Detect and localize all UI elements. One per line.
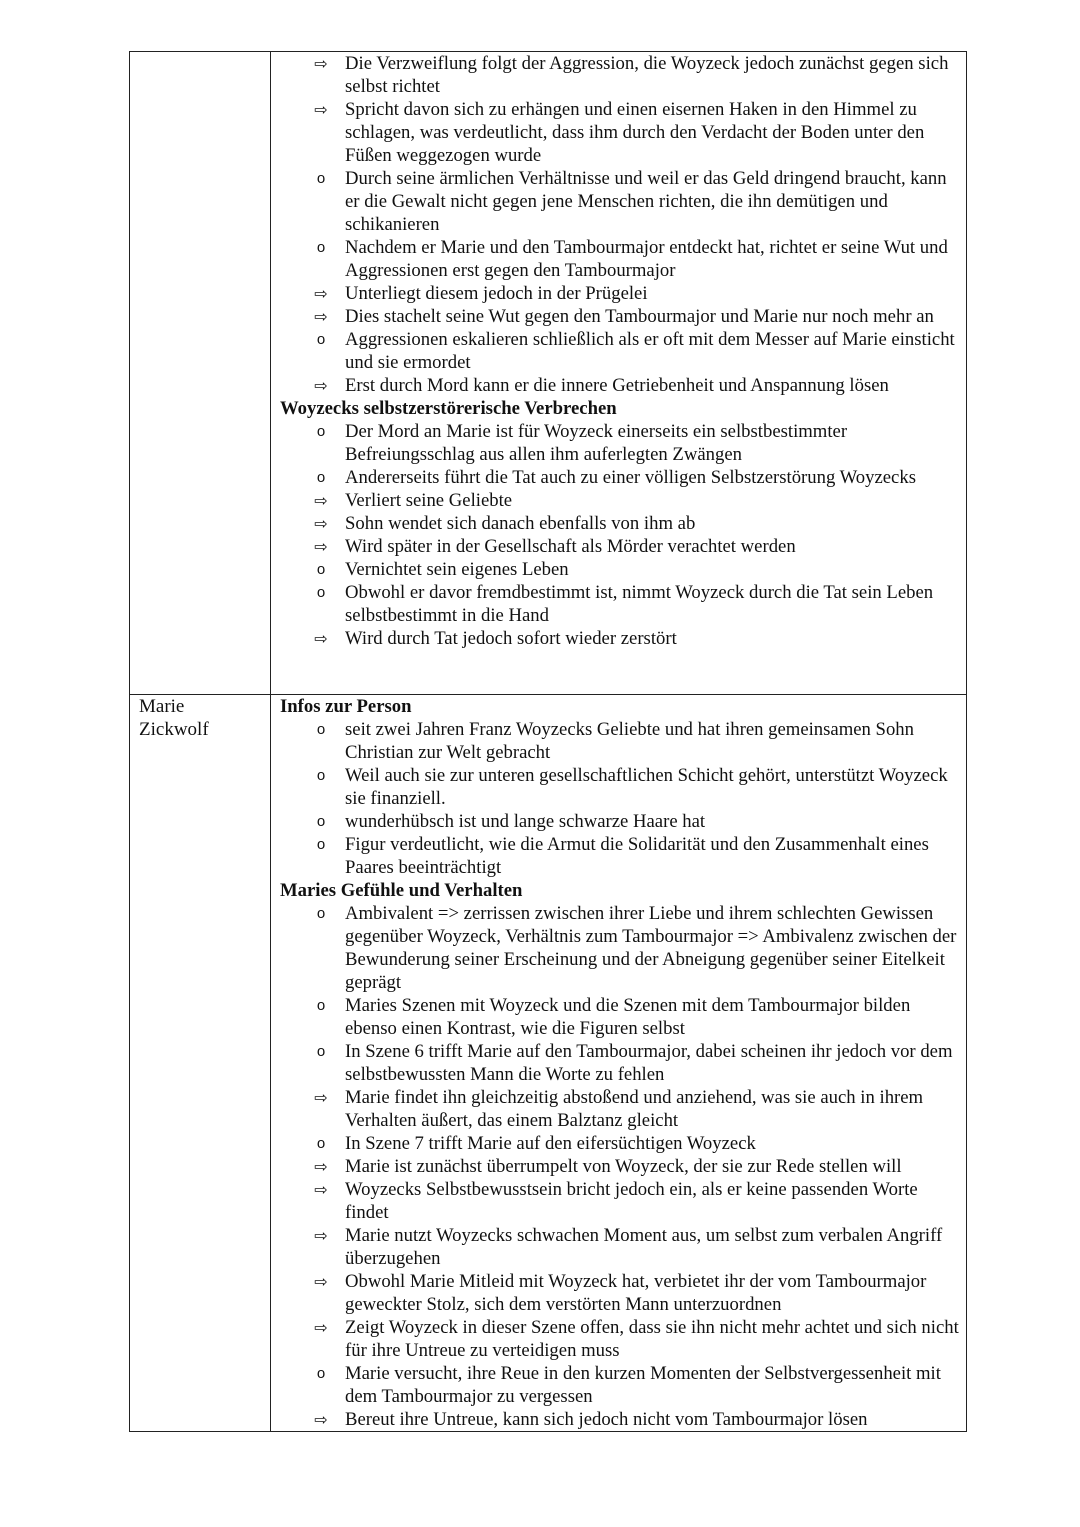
list-item-text: Sohn wendet sich danach ebenfalls von ihm ab: [345, 513, 696, 534]
list-item-text: Wird durch Tat jedoch sofort wieder zerstört: [345, 628, 677, 649]
bullet-list-item: [280, 466, 966, 489]
arrow-right-icon: ⇨: [314, 629, 328, 648]
list-item-text: Nachdem er Marie und den Tambourmajor entdeckt hat, richtet er seine Wut und Aggressionen erst gegen den Tambourmajor: [345, 237, 948, 281]
bullet-list-item: [280, 328, 966, 374]
list-item-text: In Szene 6 trifft Marie auf den Tambourmajor, dabei scheinen ihr jedoch vor dem selbstbewussten Mann die Worte zu fehlen: [345, 1041, 953, 1085]
bullet-list-item: [280, 833, 966, 879]
list-item-text: Vernichtet sein eigenes Leben: [345, 559, 569, 580]
list-item-text: Andererseits führt die Tat auch zu einer völligen Selbstzerstörung Woyzecks: [345, 467, 916, 488]
section-heading: Maries Gefühle und Verhalten: [280, 880, 523, 901]
circle-bullet-icon: o: [316, 584, 326, 601]
table-row: [130, 52, 967, 695]
arrow-list-item: [280, 1408, 966, 1431]
section-heading: Woyzecks selbstzerstörerische Verbrechen: [280, 398, 617, 419]
circle-bullet-icon: o: [316, 170, 326, 187]
list-item-text: Marie nutzt Woyzecks schwachen Moment aus, um selbst zum verbalen Angriff überzugehen: [345, 1225, 943, 1269]
arrow-right-icon: ⇨: [314, 491, 328, 510]
list-item-text: Obwohl Marie Mitleid mit Woyzeck hat, verbietet ihr der vom Tambourmajor geweckter Stolz, sich dem verstörten Mann unterzuordnen: [345, 1271, 927, 1315]
list-item-text: Der Mord an Marie ist für Woyzeck einerseits ein selbstbestimmter Befreiungsschlag aus allen ihm auferlegten Zwängen: [345, 421, 848, 465]
bullet-list-item: [280, 810, 966, 833]
list-item-text: Woyzecks Selbstbewusstsein bricht jedoch ein, als er keine passenden Worte findet: [345, 1179, 918, 1223]
bullet-list-item: [280, 558, 966, 581]
list-item-text: Wird später in der Gesellschaft als Mörder verachtet werden: [345, 536, 796, 557]
list-item-text: seit zwei Jahren Franz Woyzecks Geliebte und hat ihren gemeinsamen Sohn Christian zur Welt gebracht: [345, 719, 914, 763]
bullet-list-item: [280, 420, 966, 466]
circle-bullet-icon: o: [316, 721, 326, 738]
arrow-right-icon: ⇨: [314, 376, 328, 395]
arrow-list-item: [280, 282, 966, 305]
bullet-list-item: [280, 581, 966, 627]
arrow-list-item: [280, 98, 966, 167]
bullet-list-item: [280, 1362, 966, 1408]
arrow-list-item: [280, 1155, 966, 1178]
list-item-text: Durch seine ärmlichen Verhältnisse und weil er das Geld dringend braucht, kann er die Gewalt nicht gegen jene Menschen richten, die ihn demütigen und schikanieren: [345, 168, 947, 235]
character-notes-cell: [271, 52, 967, 695]
list-item-text: Maries Szenen mit Woyzeck und die Szenen mit dem Tambourmajor bilden ebenso einen Kontrast, wie die Figuren selbst: [345, 995, 911, 1039]
bullet-list-item: [280, 1040, 966, 1086]
bullet-list-item: [280, 718, 966, 764]
arrow-right-icon: ⇨: [314, 1180, 328, 1199]
bullet-list-item: [280, 902, 966, 994]
circle-bullet-icon: o: [316, 423, 326, 440]
list-item-text: Ambivalent => zerrissen zwischen ihrer Liebe und ihrem schlechten Gewissen gegenüber Woyzeck, Verhältnis zum Tambourmajor => Ambivalenz zwischen der Bewunderung seiner Erscheinung und der Abneigung gegenüber seiner Eitelkeit geprägt: [345, 903, 957, 993]
list-item-text: Aggressionen eskalieren schließlich als er oft mit dem Messer auf Marie einsticht und sie ermordet: [345, 329, 955, 373]
arrow-right-icon: ⇨: [314, 1157, 328, 1176]
arrow-list-item: [280, 627, 966, 650]
bullet-list-item: [280, 236, 966, 282]
bullet-list-item: [280, 764, 966, 810]
list-item-text: Erst durch Mord kann er die innere Getriebenheit und Anspannung lösen: [345, 375, 889, 396]
bullet-list-item: [280, 994, 966, 1040]
arrow-right-icon: ⇨: [314, 100, 328, 119]
list-item-text: Marie findet ihn gleichzeitig abstoßend und anziehend, was sie auch in ihrem Verhalten äußert, das einem Balztanz gleicht: [345, 1087, 924, 1131]
arrow-list-item: [280, 1224, 966, 1270]
table-row: [130, 695, 967, 1432]
arrow-right-icon: ⇨: [314, 1318, 328, 1337]
bullet-list-item: [280, 167, 966, 236]
arrow-list-item: [280, 305, 966, 328]
list-item-text: wunderhübsch ist und lange schwarze Haare hat: [345, 811, 706, 832]
list-item-text: Marie versucht, ihre Reue in den kurzen Momenten der Selbstvergessenheit mit dem Tambourmajor zu vergessen: [345, 1363, 941, 1407]
arrow-list-item: [280, 512, 966, 535]
circle-bullet-icon: o: [316, 331, 326, 348]
character-name-line: Zickwolf: [139, 719, 209, 740]
list-item-text: Obwohl er davor fremdbestimmt ist, nimmt Woyzeck durch die Tat sein Leben selbstbestimmt in die Hand: [345, 582, 934, 626]
arrow-right-icon: ⇨: [314, 514, 328, 533]
list-item-text: Marie ist zunächst überrumpelt von Woyzeck, der sie zur Rede stellen will: [345, 1156, 902, 1177]
character-name-line: Marie: [139, 696, 185, 717]
list-item-text: Verliert seine Geliebte: [345, 490, 513, 511]
circle-bullet-icon: o: [316, 1043, 326, 1060]
arrow-list-item: [280, 1316, 966, 1362]
list-item-text: Unterliegt diesem jedoch in der Prügelei: [345, 283, 648, 304]
list-item-text: Dies stachelt seine Wut gegen den Tambourmajor und Marie nur noch mehr an: [345, 306, 934, 327]
arrow-right-icon: ⇨: [314, 537, 328, 556]
arrow-list-item: [280, 535, 966, 558]
arrow-right-icon: ⇨: [314, 54, 328, 73]
character-notes-cell: [271, 695, 967, 1432]
circle-bullet-icon: o: [316, 836, 326, 853]
arrow-list-item: [280, 374, 966, 397]
arrow-list-item: [280, 1086, 966, 1132]
arrow-list-item: [280, 1270, 966, 1316]
list-item-text: Die Verzweiflung folgt der Aggression, die Woyzeck jedoch zunächst gegen sich selbst richtet: [345, 53, 949, 97]
list-item-text: In Szene 7 trifft Marie auf den eifersüchtigen Woyzeck: [345, 1133, 756, 1154]
arrow-list-item: [280, 489, 966, 512]
circle-bullet-icon: o: [316, 469, 326, 486]
circle-bullet-icon: o: [316, 239, 326, 256]
arrow-right-icon: ⇨: [314, 1272, 328, 1291]
circle-bullet-icon: o: [316, 767, 326, 784]
arrow-list-item: [280, 52, 966, 98]
list-item-text: Bereut ihre Untreue, kann sich jedoch nicht vom Tambourmajor lösen: [345, 1409, 868, 1430]
arrow-right-icon: ⇨: [314, 307, 328, 326]
circle-bullet-icon: o: [316, 561, 326, 578]
section-heading: Infos zur Person: [280, 696, 412, 717]
character-name-cell: [130, 52, 271, 695]
circle-bullet-icon: o: [316, 813, 326, 830]
circle-bullet-icon: o: [316, 1135, 326, 1152]
list-item-text: Zeigt Woyzeck in dieser Szene offen, dass sie ihn nicht mehr achtet und sich nicht für ihre Untreue zu verteidigen muss: [345, 1317, 959, 1361]
list-item-text: Weil auch sie zur unteren gesellschaftlichen Schicht gehört, unterstützt Woyzeck sie finanziell.: [345, 765, 948, 809]
circle-bullet-icon: o: [316, 905, 326, 922]
list-item-text: Figur verdeutlicht, wie die Armut die Solidarität und den Zusammenhalt eines Paares beeinträchtigt: [345, 834, 929, 878]
arrow-right-icon: ⇨: [314, 1410, 328, 1429]
circle-bullet-icon: o: [316, 997, 326, 1014]
list-item-text: Spricht davon sich zu erhängen und einen eisernen Haken in den Himmel zu schlagen, was verdeutlicht, dass ihm durch den Verdacht der Boden unter den Füßen weggezogen wurde: [345, 99, 925, 166]
arrow-list-item: [280, 1178, 966, 1224]
circle-bullet-icon: o: [316, 1365, 326, 1382]
arrow-right-icon: ⇨: [314, 284, 328, 303]
arrow-right-icon: ⇨: [314, 1226, 328, 1245]
arrow-right-icon: ⇨: [314, 1088, 328, 1107]
bullet-list-item: [280, 1132, 966, 1155]
character-name-cell: [130, 695, 271, 1432]
character-table: [129, 51, 967, 1432]
